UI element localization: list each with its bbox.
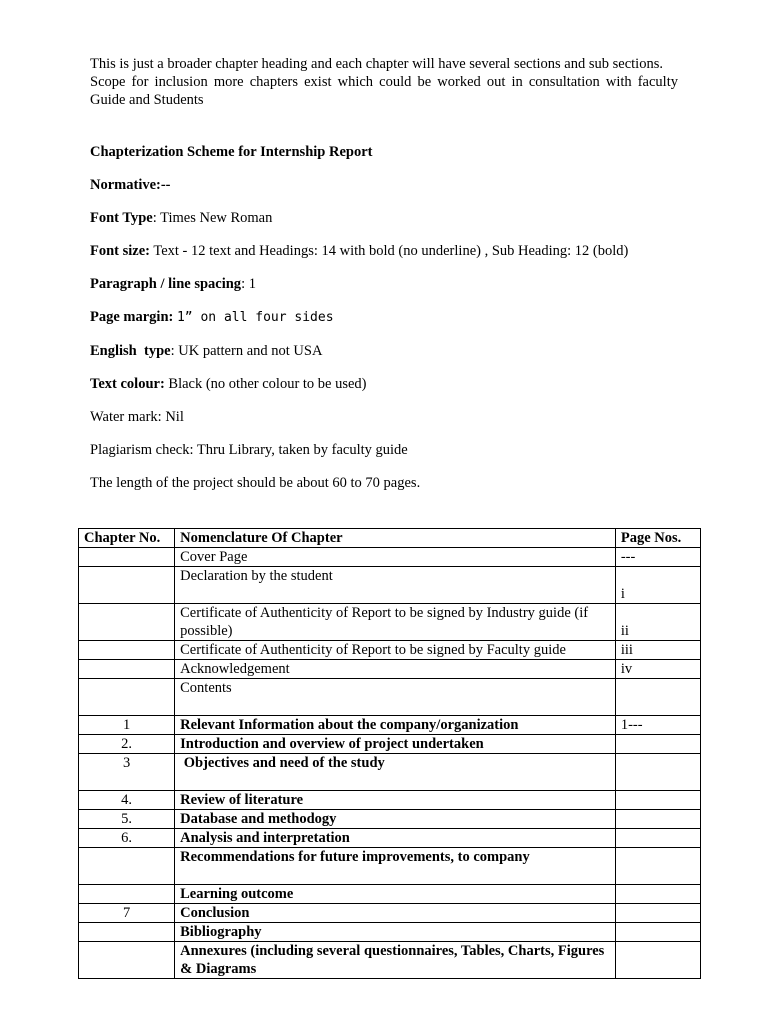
page-no-cell [615, 791, 700, 810]
rule-label: Text colour: [90, 376, 165, 392]
chapter-no-cell: 7 [79, 904, 175, 923]
page-no-cell [615, 679, 700, 716]
intro-paragraph-1: This is just a broader chapter heading and each chapter will have several sections and sub sections. [90, 56, 663, 72]
chapter-name-cell: Acknowledgement [175, 660, 616, 679]
rule-line-spacing [90, 275, 678, 293]
table-row [79, 735, 701, 754]
chapter-table [78, 528, 701, 979]
page-no-cell [615, 885, 700, 904]
chapter-no-cell: 5. [79, 810, 175, 829]
table-row [79, 923, 701, 942]
rule-value: Thru Library, taken by faculty guide [196, 442, 408, 458]
chapter-name-cell: Review of literature [175, 791, 616, 810]
chapter-no-cell [79, 679, 175, 716]
rule-font-size [90, 242, 678, 260]
table-row [79, 604, 701, 641]
rule-sep: : [170, 343, 179, 359]
chapter-no-cell: 4. [79, 791, 175, 810]
rule-value: Nil [165, 409, 184, 425]
chapter-no-cell: 2. [79, 735, 175, 754]
rule-text-colour [90, 375, 678, 393]
chapter-no-cell: 3 [79, 754, 175, 791]
table-row [79, 548, 701, 567]
rule-plagiarism-check [90, 441, 678, 459]
chapter-name-cell: Declaration by the student [175, 567, 616, 604]
page-no-cell [615, 923, 700, 942]
chapter-name-cell: Recommendations for future improvements, to company [175, 848, 616, 885]
page-no-cell [615, 829, 700, 848]
rule-value: UK pattern and not USA [178, 343, 323, 359]
chapter-no-cell [79, 641, 175, 660]
rule-label: Water mark [90, 409, 158, 425]
page-no-cell [615, 904, 700, 923]
page-no-cell: i [615, 567, 700, 604]
chapter-name-cell: Analysis and interpretation [175, 829, 616, 848]
document-page [90, 55, 678, 492]
chapter-name-cell: Objectives and need of the study [175, 754, 616, 791]
chapter-name-cell: Contents [175, 679, 616, 716]
rule-font-type [90, 209, 678, 227]
page-no-cell: iv [615, 660, 700, 679]
table-row [79, 904, 701, 923]
header-page-nos: Page Nos. [615, 529, 700, 548]
page-no-cell: ii [615, 604, 700, 641]
table-row [79, 679, 701, 716]
table-row [79, 791, 701, 810]
chapter-name-cell: Annexures (including several questionnaires, Tables, Charts, Figures & Diagrams [175, 942, 616, 979]
chapter-name-cell: Certificate of Authenticity of Report to be signed by Faculty guide [175, 641, 616, 660]
page-no-cell [615, 848, 700, 885]
chapter-no-cell [79, 885, 175, 904]
table-row [79, 716, 701, 735]
chapter-no-cell [79, 660, 175, 679]
rule-page-margin [90, 308, 678, 327]
page-no-cell [615, 942, 700, 979]
header-chapter-no: Chapter No. [79, 529, 175, 548]
rule-sep: : [152, 210, 161, 226]
chapter-name-cell: Introduction and overview of project undertaken [175, 735, 616, 754]
table-row [79, 641, 701, 660]
chapter-no-cell [79, 567, 175, 604]
table-row [79, 942, 701, 979]
table-row [79, 829, 701, 848]
rule-value: 1 [248, 276, 256, 292]
table-row [79, 848, 701, 885]
chapter-no-cell [79, 548, 175, 567]
chapter-no-cell [79, 848, 175, 885]
intro-paragraph-2: Scope for inclusion more chapters exist which could be worked out in consultation with faculty Guide and Students [90, 74, 678, 108]
page-no-cell: iii [615, 641, 700, 660]
chapter-name-cell: Bibliography [175, 923, 616, 942]
rule-water-mark [90, 408, 678, 426]
rule-label: Paragraph / line spacing [90, 276, 242, 292]
rule-english-type [90, 342, 678, 360]
chapter-no-cell: 6. [79, 829, 175, 848]
rule-label: English type [90, 343, 171, 359]
header-nomenclature: Nomenclature Of Chapter [175, 529, 616, 548]
chapter-no-cell [79, 604, 175, 641]
page-no-cell [615, 735, 700, 754]
chapter-name-cell: Relevant Information about the company/organization [175, 716, 616, 735]
rule-sep: : [189, 442, 197, 458]
table-row [79, 660, 701, 679]
table-header-row [79, 529, 701, 548]
table-row [79, 754, 701, 791]
table-row [79, 885, 701, 904]
chapter-no-cell [79, 923, 175, 942]
length-note: The length of the project should be about 60 to 70 pages. [90, 475, 421, 491]
chapter-no-cell: 1 [79, 716, 175, 735]
rule-value: Text - 12 text and Headings: 14 with bold (no underline) , Sub Heading: 12 (bold) [153, 243, 629, 259]
rule-label: Page margin: [90, 309, 174, 325]
chapter-name-cell: Cover Page [175, 548, 616, 567]
page-no-cell [615, 754, 700, 791]
page-no-cell: --- [615, 548, 700, 567]
chapter-no-cell [79, 942, 175, 979]
rule-label: Font size: [90, 243, 150, 259]
chapter-name-cell: Conclusion [175, 904, 616, 923]
table-row [79, 567, 701, 604]
chapter-name-cell: Certificate of Authenticity of Report to be signed by Industry guide (if possible) [175, 604, 616, 641]
table-row [79, 810, 701, 829]
page-no-cell: 1--- [615, 716, 700, 735]
rule-label: Font Type [90, 210, 153, 226]
chapter-name-cell: Database and methodogy [175, 810, 616, 829]
document-heading: Chapterization Scheme for Internship Report [90, 144, 373, 160]
rule-value: 1” on all four sides [176, 310, 334, 325]
intro-section [90, 55, 678, 109]
page-no-cell [615, 810, 700, 829]
rule-label: Plagiarism check [90, 442, 190, 458]
chapter-name-cell: Learning outcome [175, 885, 616, 904]
rule-value: Black (no other colour to be used) [168, 376, 367, 392]
rule-sep: : [241, 276, 249, 292]
normative-label: Normative:-- [90, 177, 171, 193]
rule-sep: : [157, 409, 166, 425]
rule-value: Times New Roman [160, 210, 273, 226]
